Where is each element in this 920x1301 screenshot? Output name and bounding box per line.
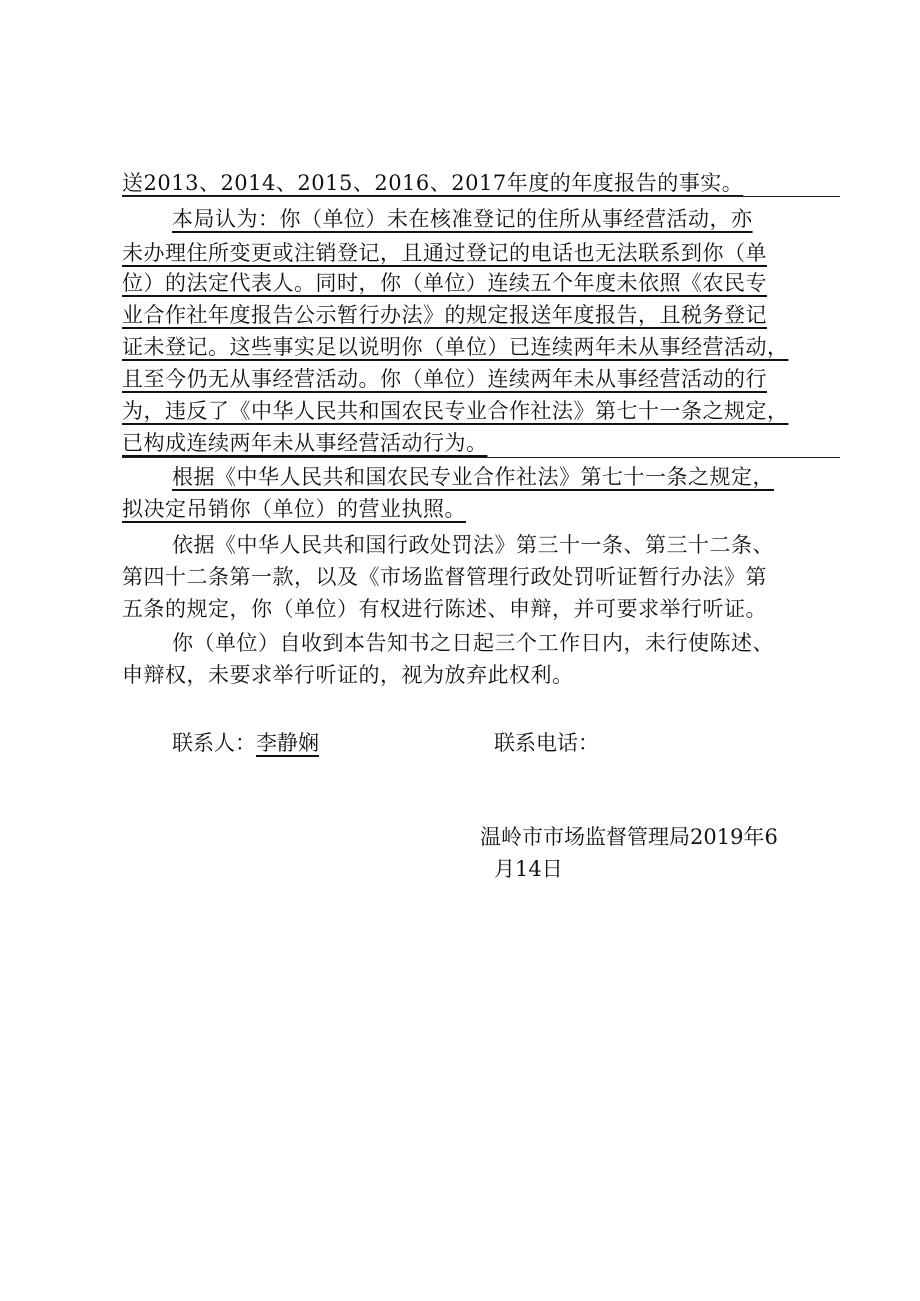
signature-date: 月14日 xyxy=(494,857,563,881)
paragraph-line: 本局认为：你（单位）未在核准登记的住所从事经营活动，亦 xyxy=(172,207,753,231)
contact-person-value: 李静娴 xyxy=(256,731,319,755)
signature-line: 温岭市市场监督管理局2019年6 xyxy=(480,825,778,849)
contact-phone-label: 联系电话： xyxy=(494,731,599,755)
paragraph-line: 五条的规定，你（单位）有权进行陈述、申辩，并可要求举行听证。 xyxy=(122,597,767,621)
contact-person xyxy=(172,728,319,758)
paragraph-line: 已构成连续两年未从事经营活动行为。 xyxy=(122,431,488,455)
paragraph-line: 第四十二条第一款，以及《市场监督管理行政处罚听证暂行办法》第 xyxy=(122,565,767,589)
paragraph-line: 拟决定吊销你（单位）的营业执照。 xyxy=(122,497,466,521)
paragraph-line: 根据《中华人民共和国农民专业合作社法》第七十一条之规定， xyxy=(172,465,774,489)
paragraph-line: 位）的法定代表人。同时，你（单位）连续五个年度未依照《农民专 xyxy=(122,271,767,295)
paragraph-line: 证未登记。这些事实足以说明你（单位）已连续两年未从事经营活动， xyxy=(122,335,789,359)
paragraph-line: 业合作社年度报告公示暂行办法》的规定报送年度报告，且税务登记 xyxy=(122,303,767,327)
contact-phone xyxy=(494,728,599,758)
contact-person-label: 联系人： xyxy=(172,731,256,755)
paragraph-line: 依据《中华人民共和国行政处罚法》第三十一条、第三十二条、 xyxy=(172,533,774,557)
paragraph-line: 未办理住所变更或注销登记，且通过登记的电话也无法联系到你（单 xyxy=(122,241,767,265)
paragraph-line: 你（单位）自收到本告知书之日起三个工作日内，未行使陈述、 xyxy=(172,631,774,655)
paragraph-line: 为，违反了《中华人民共和国农民专业合作社法》第七十一条之规定， xyxy=(122,399,789,423)
paragraph-line: 申辩权，未要求举行听证的，视为放弃此权利。 xyxy=(122,663,574,687)
separator-rule xyxy=(122,196,840,197)
paragraph-line: 送2013、2014、2015、2016、2017年度的年度报告的事实。 xyxy=(122,171,744,195)
separator-rule xyxy=(122,457,840,458)
paragraph-line: 且至今仍无从事经营活动。你（单位）连续两年未从事经营活动的行 xyxy=(122,367,767,391)
